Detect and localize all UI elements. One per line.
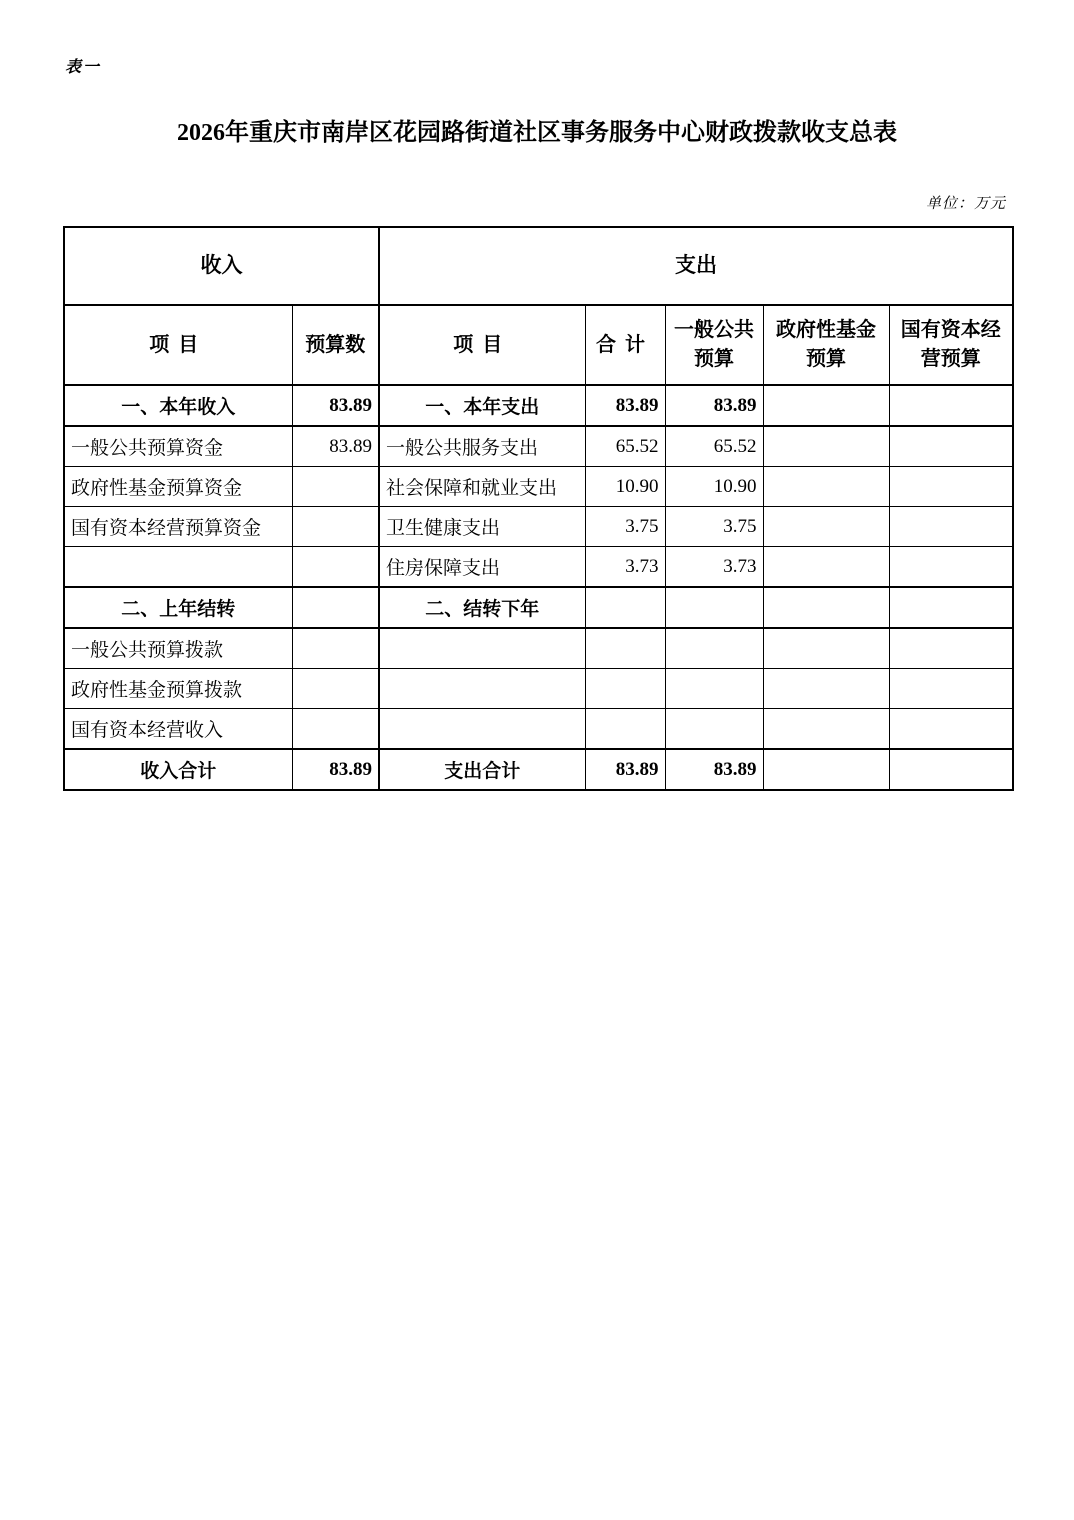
income-item-cell: 一般公共预算资金 bbox=[64, 426, 292, 467]
exp-statecap-budget-cell bbox=[889, 547, 1013, 588]
exp-total-cell bbox=[585, 709, 665, 750]
exp-general-budget-cell bbox=[665, 669, 763, 709]
exp-statecap-budget-cell bbox=[889, 467, 1013, 507]
income-budget-cell bbox=[292, 547, 379, 588]
income-item-cell: 政府性基金预算拨款 bbox=[64, 669, 292, 709]
income-total-value-cell: 83.89 bbox=[292, 749, 379, 790]
exp-statecap-budget-cell bbox=[889, 426, 1013, 467]
income-item-cell: 一、本年收入 bbox=[64, 385, 292, 426]
exp-govfund-budget-cell bbox=[763, 507, 889, 547]
exp-total-cell: 83.89 bbox=[585, 385, 665, 426]
exp-item-cell bbox=[379, 669, 585, 709]
exp-total-cell bbox=[585, 587, 665, 628]
exp-item-cell: 一、本年支出 bbox=[379, 385, 585, 426]
exp-item-cell: 卫生健康支出 bbox=[379, 507, 585, 547]
exp-item-cell: 一般公共服务支出 bbox=[379, 426, 585, 467]
exp-general-budget-cell: 65.52 bbox=[665, 426, 763, 467]
income-budget-cell bbox=[292, 669, 379, 709]
table-row bbox=[64, 426, 1013, 467]
table-row bbox=[64, 507, 1013, 547]
income-budget-cell bbox=[292, 587, 379, 628]
table-label: 表一 bbox=[65, 59, 102, 76]
exp-total-label-cell: 支出合计 bbox=[379, 749, 585, 790]
budget-summary-table bbox=[63, 226, 1014, 791]
income-item-cell: 政府性基金预算资金 bbox=[64, 467, 292, 507]
expenditure-section-header: 支出 bbox=[379, 227, 1013, 305]
income-item-cell: 国有资本经营预算资金 bbox=[64, 507, 292, 547]
exp-statecap-budget-cell bbox=[889, 709, 1013, 750]
income-budget-cell: 83.89 bbox=[292, 426, 379, 467]
income-item-cell: 国有资本经营收入 bbox=[64, 709, 292, 750]
table-row bbox=[64, 385, 1013, 426]
exp-general-budget-cell bbox=[665, 628, 763, 669]
income-budget-cell bbox=[292, 507, 379, 547]
exp-total-value-cell: 83.89 bbox=[585, 749, 665, 790]
exp-general-budget-cell: 83.89 bbox=[665, 385, 763, 426]
exp-item-cell bbox=[379, 709, 585, 750]
exp-statecap-budget-cell bbox=[889, 385, 1013, 426]
table-row bbox=[64, 587, 1013, 628]
exp-general-budget-cell: 3.75 bbox=[665, 507, 763, 547]
col-header-exp-general: 一般公共预算 bbox=[665, 305, 763, 385]
table-row bbox=[64, 547, 1013, 588]
exp-general-budget-cell bbox=[665, 587, 763, 628]
income-budget-cell bbox=[292, 467, 379, 507]
exp-statecap-total-cell bbox=[889, 749, 1013, 790]
exp-total-cell bbox=[585, 628, 665, 669]
exp-govfund-budget-cell bbox=[763, 709, 889, 750]
income-budget-cell: 83.89 bbox=[292, 385, 379, 426]
exp-total-cell: 3.73 bbox=[585, 547, 665, 588]
exp-total-cell: 3.75 bbox=[585, 507, 665, 547]
income-budget-cell bbox=[292, 628, 379, 669]
col-header-exp-total: 合计 bbox=[585, 305, 665, 385]
exp-govfund-budget-cell bbox=[763, 587, 889, 628]
exp-general-budget-cell: 10.90 bbox=[665, 467, 763, 507]
exp-total-cell: 10.90 bbox=[585, 467, 665, 507]
table-group-header-row bbox=[64, 227, 1013, 305]
col-header-income-item: 项目 bbox=[64, 305, 292, 385]
exp-general-budget-cell bbox=[665, 709, 763, 750]
col-header-exp-govfund: 政府性基金预算 bbox=[763, 305, 889, 385]
exp-statecap-budget-cell bbox=[889, 669, 1013, 709]
col-header-exp-item: 项目 bbox=[379, 305, 585, 385]
page-title: 2026年重庆市南岸区花园路街道社区事务服务中心财政拨款收支总表 bbox=[177, 120, 897, 146]
exp-govfund-budget-cell bbox=[763, 628, 889, 669]
exp-statecap-budget-cell bbox=[889, 628, 1013, 669]
income-section-header: 收入 bbox=[64, 227, 379, 305]
income-total-label-cell: 收入合计 bbox=[64, 749, 292, 790]
income-item-cell: 二、上年结转 bbox=[64, 587, 292, 628]
table-row bbox=[64, 709, 1013, 750]
table-row bbox=[64, 669, 1013, 709]
income-budget-cell bbox=[292, 709, 379, 750]
exp-item-cell bbox=[379, 628, 585, 669]
exp-govfund-budget-cell bbox=[763, 426, 889, 467]
exp-statecap-budget-cell bbox=[889, 507, 1013, 547]
exp-item-cell: 住房保障支出 bbox=[379, 547, 585, 588]
table-column-header-row bbox=[64, 305, 1013, 385]
exp-govfund-total-cell bbox=[763, 749, 889, 790]
exp-govfund-budget-cell bbox=[763, 385, 889, 426]
exp-total-cell: 65.52 bbox=[585, 426, 665, 467]
exp-govfund-budget-cell bbox=[763, 547, 889, 588]
table-row bbox=[64, 628, 1013, 669]
exp-govfund-budget-cell bbox=[763, 467, 889, 507]
exp-item-cell: 社会保障和就业支出 bbox=[379, 467, 585, 507]
exp-general-budget-cell: 3.73 bbox=[665, 547, 763, 588]
table-row bbox=[64, 467, 1013, 507]
income-item-cell: 一般公共预算拨款 bbox=[64, 628, 292, 669]
exp-item-cell: 二、结转下年 bbox=[379, 587, 585, 628]
income-item-cell bbox=[64, 547, 292, 588]
col-header-exp-statecap: 国有资本经营预算 bbox=[889, 305, 1013, 385]
exp-govfund-budget-cell bbox=[763, 669, 889, 709]
col-header-income-budget: 预算数 bbox=[292, 305, 379, 385]
table-row-total bbox=[64, 749, 1013, 790]
exp-general-total-cell: 83.89 bbox=[665, 749, 763, 790]
exp-statecap-budget-cell bbox=[889, 587, 1013, 628]
unit-note: 单位：万元 bbox=[925, 196, 1006, 212]
exp-total-cell bbox=[585, 669, 665, 709]
